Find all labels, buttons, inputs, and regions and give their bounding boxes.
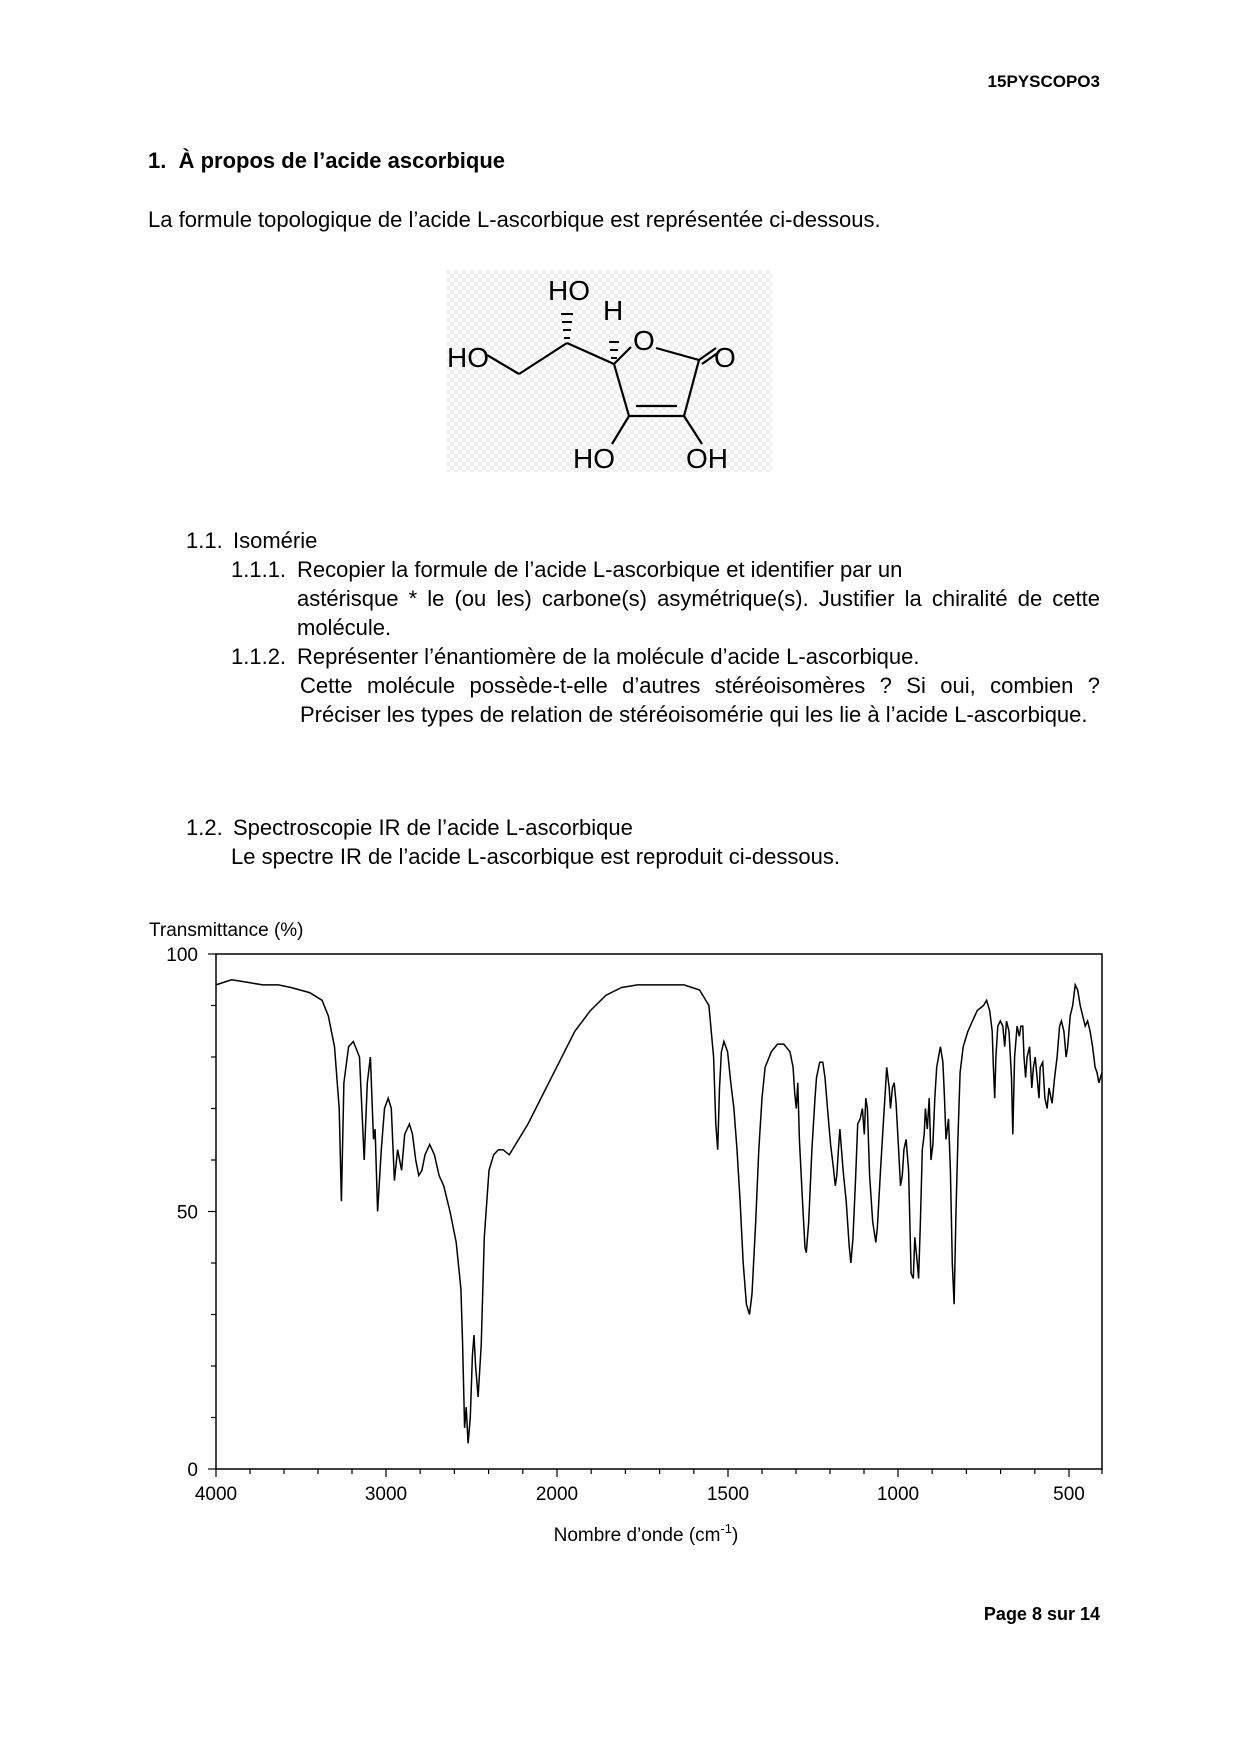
x-tick-label: 2000: [535, 1484, 579, 1505]
atom-ho-top: HO: [548, 275, 590, 306]
atom-o-ring: O: [633, 325, 655, 356]
section-title: [148, 148, 505, 174]
spectro-intro: Le spectre IR de l’acide L-ascorbique est reproduit ci-dessous.: [231, 844, 840, 869]
x-label-main: Nombre d’onde (cm: [553, 1525, 721, 1546]
question-number: 1.1.2.: [231, 644, 287, 669]
chart-x-label: [554, 1521, 739, 1546]
subsection-number: 1.2.: [186, 815, 223, 840]
intro-text: La formule topologique de l’acide L-ascorbique est représentée ci-dessous.: [148, 207, 881, 232]
y-tick-label: 50: [176, 1202, 198, 1224]
question-1-1-1: [231, 555, 1100, 642]
molecule-svg: [446, 270, 772, 472]
question-1-1-2-line1: [231, 642, 1100, 671]
y-tick-label: 0: [187, 1460, 198, 1481]
subsection-isomerie-title: [186, 526, 317, 555]
document-code: 15PYSCOPO3: [987, 72, 1100, 91]
question-first-line: Recopier la formule de l’acide L-ascorbique et identifier par un: [297, 557, 903, 582]
atom-ho-left: HO: [447, 342, 489, 373]
subsection-number: 1.1.: [186, 528, 223, 553]
atom-ho-bottom: HO: [573, 443, 615, 472]
x-tick-label: 4000: [194, 1484, 238, 1505]
y-tick-label: 100: [166, 945, 198, 966]
x-tick-label: 500: [1053, 1484, 1085, 1505]
question-1-1-2-rest: Cette molécule possède-t-elle d’autres stéréoisomères ? Si oui, combien ? Préciser les types de relation de stéréoisomérie qui les lie à l’acide L-ascorbique.: [300, 673, 1100, 727]
question-number: 1.1.1.: [231, 557, 287, 582]
atom-oh-bottom: OH: [686, 443, 728, 472]
question-first-line: Représenter l’énantiomère de la molécule d’acide L-ascorbique.: [297, 644, 920, 669]
ascorbic-acid-structure: [446, 270, 772, 472]
question-1-1-2: [231, 642, 1100, 729]
plot-frame: [216, 954, 1102, 1469]
x-tick-label: 1000: [876, 1484, 920, 1505]
x-label-end: ): [732, 1525, 739, 1546]
spectrum-line: [216, 980, 1102, 1444]
chart-y-label: Transmittance (%): [149, 920, 304, 941]
subsection-title: Spectroscopie IR de l’acide L-ascorbique: [233, 815, 633, 840]
subsection-title: Isomérie: [233, 528, 318, 553]
section-title-text: À propos de l’acide ascorbique: [178, 148, 506, 173]
page-footer: Page 8 sur 14: [983, 1604, 1100, 1624]
x-tick-label: 1500: [706, 1484, 750, 1505]
subsection-spectro-title: [186, 813, 633, 842]
question-1-1-1-rest: astérisque * le (ou les) carbone(s) asymétrique(s). Justifier la chiralité de cette molécule.: [297, 586, 1100, 640]
section-number: 1.: [148, 148, 167, 173]
x-label-superscript: -1: [720, 1521, 733, 1536]
question-1-1-1-line1: [231, 555, 1100, 584]
atom-h: H: [603, 295, 624, 326]
atom-o-carbonyl: O: [714, 342, 736, 373]
x-tick-label: 3000: [364, 1484, 408, 1505]
